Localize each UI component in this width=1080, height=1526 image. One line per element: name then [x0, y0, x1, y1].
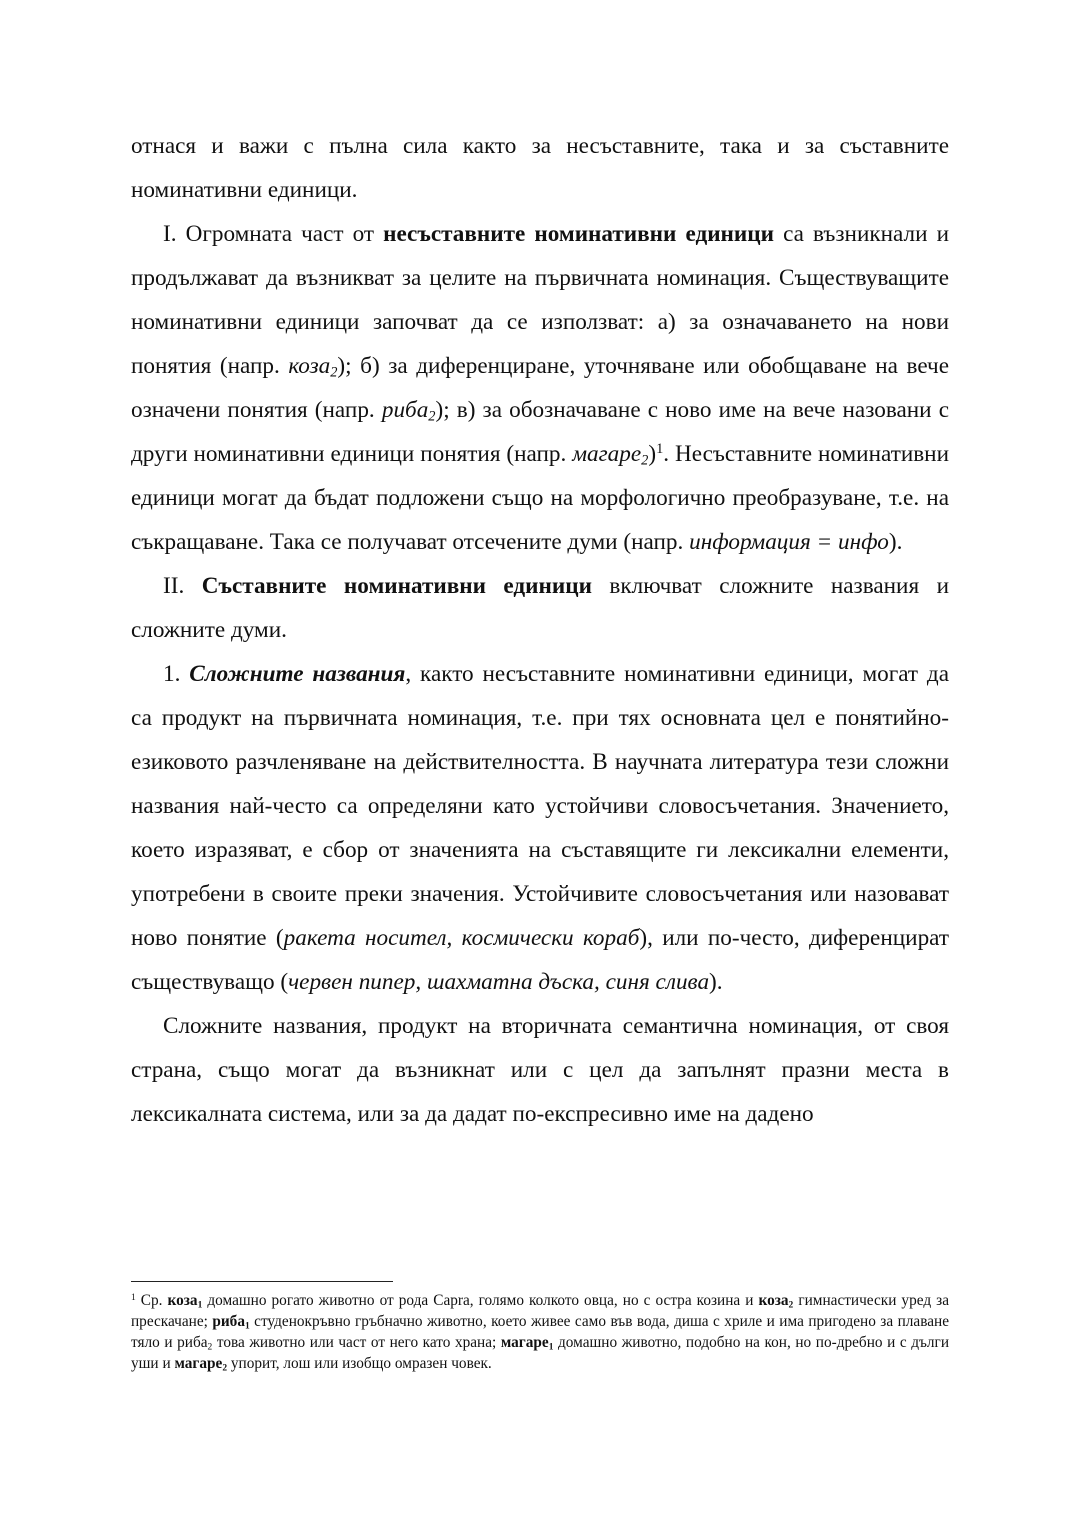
text-run: това животно или част от него като храна;: [212, 1334, 501, 1351]
text-run: домашно рогато животно от рода Capra, голямо колкото овца, но с остра козина и: [202, 1292, 759, 1309]
text-run: ); в) за обозначаване с ново име на вече назовани с други номинативни единици понятия (напр.: [131, 397, 949, 467]
subscript-index: 1: [244, 1321, 250, 1332]
text-run: ).: [709, 969, 723, 995]
text-run: ): [648, 441, 657, 467]
text-run: отнася и важи с пълна сила както за несъставните, така и за съставните номинативни единици.: [131, 133, 949, 203]
bold-term: [168, 1292, 203, 1309]
paragraph-secondary-nomination: [131, 1004, 949, 1136]
paragraph-compound-names: [131, 652, 949, 1004]
paragraph-composite-units: [131, 564, 949, 652]
bold-term: Съставните номинативни единици: [201, 573, 592, 599]
text-run: Сложните названия, продукт на вторичната семантична номинация, от своя страна, също могат да възникнат или с цел да запълнят празни места в лексикалната система, или за да дадат по-експресивно име на дадено: [131, 1013, 949, 1127]
term-word: коза: [758, 1292, 789, 1309]
paragraph-noncomposite-units: [131, 212, 949, 564]
footnote-separator: [131, 1281, 393, 1282]
term-word: магаре: [174, 1355, 223, 1372]
example-word: риба: [381, 397, 429, 423]
text-run: , както несъставните номинативни единици, могат да са продукт на първичната номинация, т.е. при тях основната цел е понятийно-езиковото разчленяване на действителността. В научната литература тези сложни названия най-често са определяни като устойчиви словосъчетания. Значението, което изразяват, е сбор от значенията на съставящите ги лексикални елементи, употребени в своите преки значения. Устойчивите словосъчетания или назовават ново понятие (: [131, 661, 949, 951]
paragraph-continuation: [131, 124, 949, 212]
text-run: I. Огромната част от: [163, 221, 384, 247]
subscript-index: 2: [207, 1342, 213, 1353]
footnote-reference[interactable]: 1: [656, 441, 664, 458]
bold-term: [174, 1355, 227, 1372]
italic-example: ракета носител, космически кораб: [283, 925, 640, 951]
text-run: включват сложните названия и сложните думи.: [131, 573, 949, 643]
footnote-text: [131, 1290, 949, 1374]
subscript-index: 2: [330, 364, 338, 381]
text-run: ), или по-често, диференцират съществуващо (: [131, 925, 949, 995]
text-run: . Несъставните номинативни единици могат да бъдат подложени също на морфологично преобразуване, т.е. на съкращаване. Така се получават отсечените думи (напр.: [131, 441, 949, 555]
text-run: ).: [888, 529, 903, 555]
bold-term: [501, 1334, 554, 1351]
term-word: магаре: [500, 1334, 549, 1351]
bold-term: [758, 1292, 793, 1309]
subscript-index: 2: [641, 452, 649, 469]
subscript-index: 1: [548, 1342, 554, 1353]
bold-term: [212, 1313, 249, 1330]
italic-example: [572, 441, 648, 467]
text-run: са възникнали и продължават да възникват за целите на първичната номинация. Съществуващите номинативни единици започват да се използват: а) за означаването на нови понятия (напр.: [131, 221, 949, 379]
footnote-number: 1: [131, 1292, 136, 1303]
subscript-index: 1: [197, 1300, 203, 1311]
bold-term: несъставните номинативни единици: [383, 221, 774, 247]
text-run: II.: [163, 573, 202, 599]
subscript-index: 2: [222, 1363, 228, 1374]
text-run: гимнастически уред за прескачане;: [131, 1292, 949, 1330]
bold-italic-term: Сложните названия: [189, 661, 406, 687]
footnote: [131, 1290, 949, 1374]
main-text: [131, 124, 949, 1136]
subscript-index: 2: [788, 1300, 794, 1311]
term-word: риба: [212, 1313, 245, 1330]
text-run: упорит, лош или изобщо омразен човек.: [227, 1355, 492, 1372]
text-run: Ср.: [135, 1292, 168, 1309]
text-run: 1.: [163, 661, 190, 687]
example-word: коза: [288, 353, 331, 379]
italic-example: [382, 397, 436, 423]
term-word: коза: [167, 1292, 198, 1309]
text-run: ); б) за диференциране, уточняване или обобщаване на вече означени понятия (напр.: [131, 353, 949, 423]
subscript-index: 2: [428, 408, 436, 425]
example-word: магаре: [572, 441, 642, 467]
italic-example: червен пипер, шахматна дъска, синя слива: [288, 969, 710, 995]
italic-example: информация = инфо: [689, 529, 889, 555]
italic-example: [288, 353, 337, 379]
text-run: студенокръвно гръбначно животно, което живее само във вода, диша с хриле и има пригодено за плаване тяло и риба: [131, 1313, 949, 1351]
text-run: домашно животно, подобно на кон, но по-дребно и с дълги уши и: [131, 1334, 950, 1372]
